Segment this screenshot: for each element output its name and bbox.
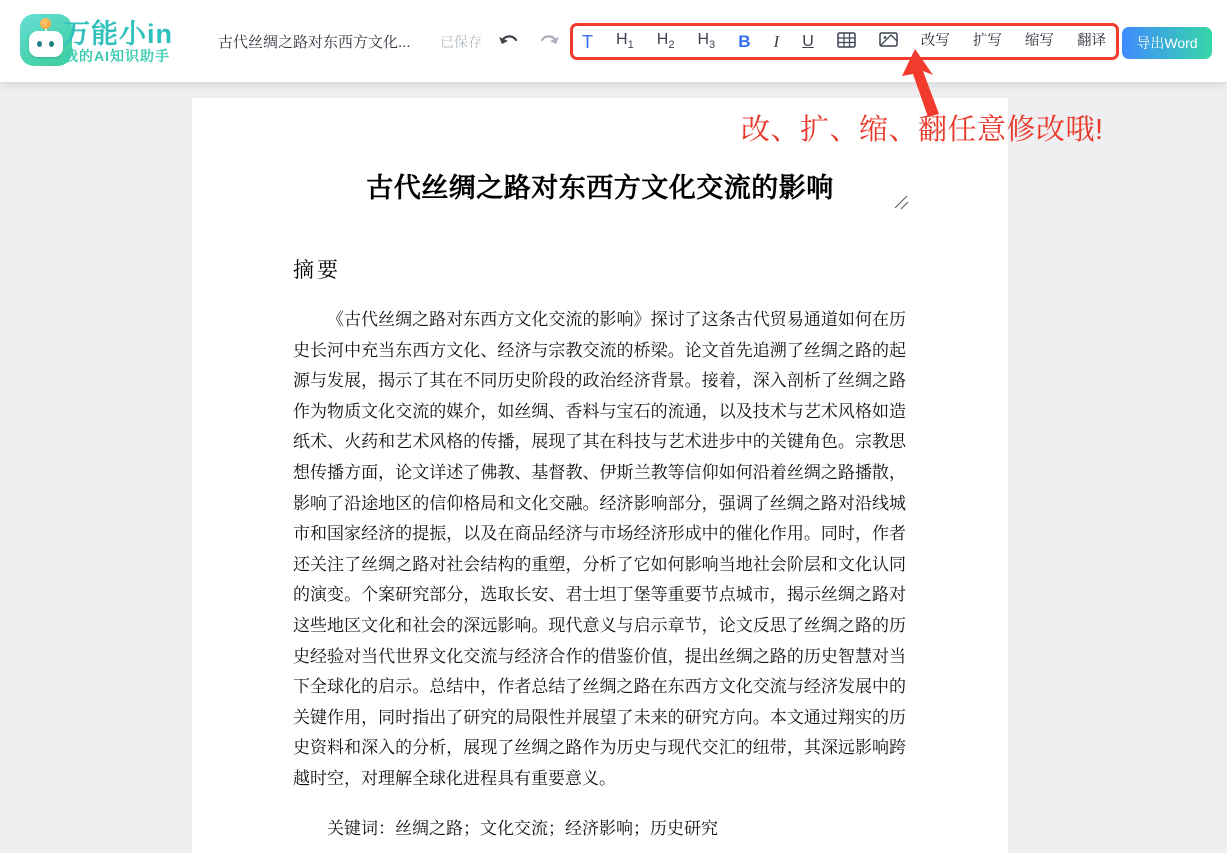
robot-antenna-ball	[40, 18, 51, 29]
document-title[interactable]: 古代丝绸之路对东西方文化交流的影响	[366, 173, 834, 203]
format-toolbar	[582, 24, 1106, 59]
document-title-field[interactable]: 古代丝绸之路对东西方文化...	[218, 34, 411, 51]
heading1-label: H	[616, 30, 628, 48]
heading1-button[interactable]	[616, 32, 634, 51]
heading1-sub: 1	[627, 39, 634, 52]
heading3-sub: 3	[709, 39, 716, 52]
text-style-button[interactable]: T	[582, 31, 593, 52]
header-bar	[0, 0, 1227, 82]
abstract-paragraph[interactable]: 《古代丝绸之路对东西方文化交流的影响》探讨了这条古代贸易通道如何在历史长河中充当东西方文化、经济与宗教交流的桥梁。论文首先追溯了丝绸之路的起源与发展，揭示了其在不同历史阶段的政治经济背景。接着，深入剖析了丝绸之路作为物质文化交流的媒介，如丝绸、香料与宝石的流通，以及技术与艺术风格如造纸术、火药和艺术风格的传播，展现了其在科技与艺术进步中的关键角色。宗教思想传播方面，论文详述了佛教、基督教、伊斯兰教等信仰如何沿着丝绸之路播散，影响了沿途地区的信仰格局和文化交融。经济影响部分，强调了丝绸之路对沿线城市和国家经济的提振，以及在商品经济与市场经济形成中的催化作用。同时，作者还关注了丝绸之路对社会结构的重塑，分析了它如何影响当地社会阶层和文化认同的演变。个案研究部分，选取长安、君士坦丁堡等重要节点城市，揭示丝绸之路对这些地区文化和社会的深远影响。现代意义与启示章节，论文反思了丝绸之路的历史经验对当代世界文化交流与经济合作的借鉴价值，提出丝绸之路的历史智慧对当下全球化的启示。总结中，作者总结了丝绸之路在东西方文化交流与经济发展中的关键作用，同时指出了研究的局限性并展望了未来的研究方向。本文通过翔实的历史资料和深入的分析，展现了丝绸之路作为历史与现代交汇的纽带，其深远影响跨越时空，对理解全球化进程具有重要意义。	[293, 310, 906, 789]
heading2-label: H	[656, 30, 669, 48]
export-word-button[interactable]: 导出Word	[1122, 27, 1212, 59]
abstract-heading[interactable]: 摘要	[293, 258, 341, 282]
brand-tagline: 我的AI知识助手	[64, 48, 170, 64]
rewrite-button[interactable]: 改写	[920, 33, 950, 50]
bold-button[interactable]: B	[738, 32, 751, 51]
save-status: 已保存	[440, 34, 482, 50]
keywords-line[interactable]: 关键词：丝绸之路；文化交流；经济影响；历史研究	[327, 819, 718, 839]
resize-handle-icon[interactable]	[894, 195, 909, 210]
document-page	[192, 98, 1008, 853]
shorten-button[interactable]: 缩写	[1024, 33, 1054, 50]
heading2-sub: 2	[668, 39, 675, 52]
heading2-button[interactable]	[657, 32, 675, 51]
italic-button[interactable]: I	[773, 32, 780, 51]
expand-button[interactable]: 扩写	[972, 33, 1002, 50]
robot-eye	[49, 41, 54, 47]
heading3-label: H	[697, 30, 710, 48]
underline-button[interactable]: U	[802, 32, 814, 50]
robot-face	[29, 31, 63, 57]
annotation-text: 改、扩、缩、翻任意修改哦!	[741, 114, 1104, 146]
brand-name: 万能小in	[63, 19, 173, 49]
robot-eye	[37, 41, 42, 47]
undo-icon[interactable]	[497, 30, 521, 50]
redo-icon[interactable]	[537, 30, 561, 50]
table-icon[interactable]	[837, 32, 856, 52]
heading3-button[interactable]	[697, 32, 715, 51]
translate-button[interactable]: 翻译	[1076, 33, 1106, 50]
